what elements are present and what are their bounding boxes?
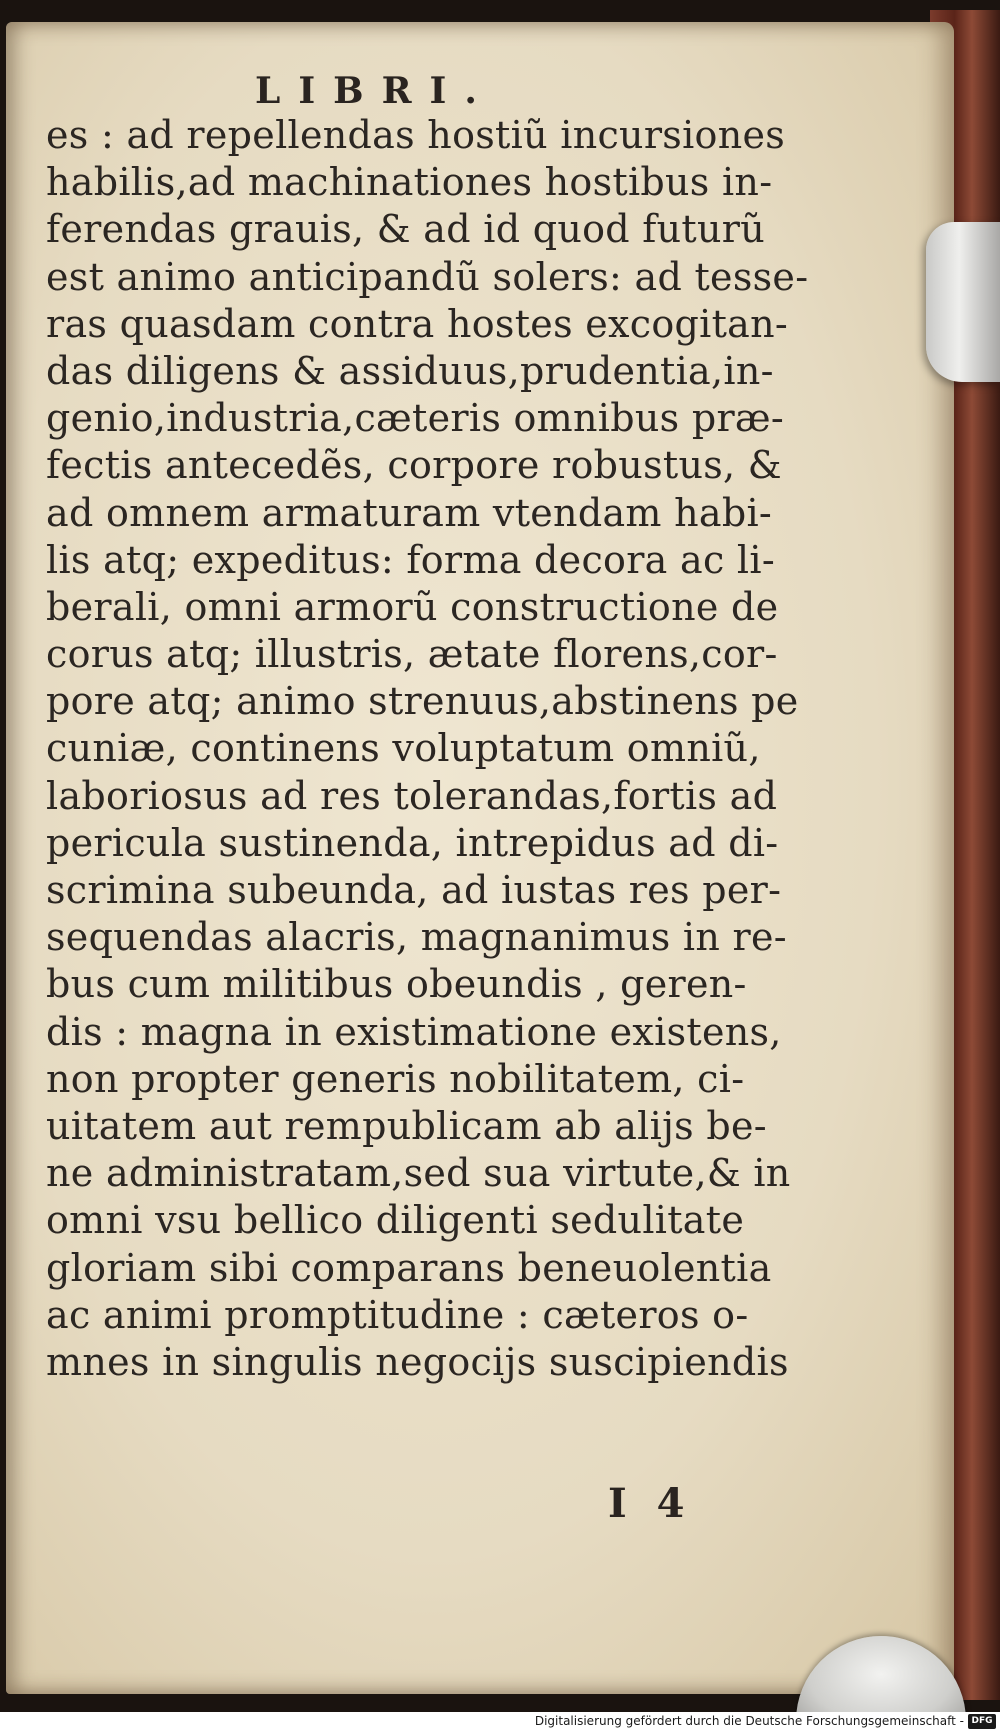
text-line: fectis antecedẽs, corpore robustus, & [46, 443, 782, 488]
text-line: dis : magna in existimatione existens, [46, 1009, 782, 1054]
text-line: ad omnem armaturam vtendam habi- [46, 490, 773, 535]
text-line: uitatem aut rempublicam ab alijs be- [46, 1103, 767, 1148]
running-head: LIBRI. [255, 70, 495, 112]
text-line: berali, omni armorũ constructione de [46, 584, 779, 629]
text-line: ferendas grauis, & ad id quod futurũ [46, 207, 765, 252]
text-line: lis atq; expeditus: forma decora ac li- [46, 537, 775, 582]
page-signature: I 4 [608, 1480, 693, 1527]
text-line: omni vsu bellico diligenti sedulitate [46, 1198, 745, 1243]
text-line: cuniæ, continens voluptatum omniũ, [46, 726, 761, 771]
text-line: pericula sustinenda, intrepidus ad di- [46, 820, 779, 865]
page-clip [926, 222, 1000, 382]
text-line: scrimina subeunda, ad iustas res per- [46, 868, 782, 912]
text-line: genio,industria,cæteris omnibus præ- [46, 396, 785, 441]
text-line: gloriam sibi comparans beneuolentia [46, 1245, 772, 1290]
footer-credit: Digitalisierung gefördert durch die Deutsche Forschungsgemeinschaft - [534, 1714, 964, 1728]
text-line: ne administratam,sed sua virtute,& in [46, 1151, 791, 1196]
text-line: laboriosus ad res tolerandas,fortis ad [46, 773, 778, 818]
text-line: bus cum militibus obeundis , geren- [46, 962, 747, 1007]
text-line: mnes in singulis negocijs suscipiendis [46, 1339, 789, 1384]
text-line: sequendas alacris, magnanimus in re- [46, 915, 787, 960]
text-line: es : ad repellendas hostiũ incursiones [46, 113, 786, 157]
text-line: est animo anticipandũ solers: ad tesse- [46, 254, 809, 299]
text-line: corus atq; illustris, ætate florens,cor- [46, 632, 778, 677]
text-line: ras quasdam contra hostes excogitan- [46, 301, 789, 346]
text-line: pore atq; animo strenuus,abstinens pe [46, 679, 799, 724]
text-block [46, 112, 809, 1386]
text-line: ac animi promptitudine : cæteros o- [46, 1292, 749, 1337]
dfg-logo: DFG [968, 1714, 996, 1729]
text-line: non propter generis nobilitatem, ci- [46, 1056, 745, 1101]
text-line: habilis,ad machinationes hostibus in- [46, 160, 773, 205]
text-line: das diligens & assiduus,prudentia,in- [46, 348, 774, 393]
